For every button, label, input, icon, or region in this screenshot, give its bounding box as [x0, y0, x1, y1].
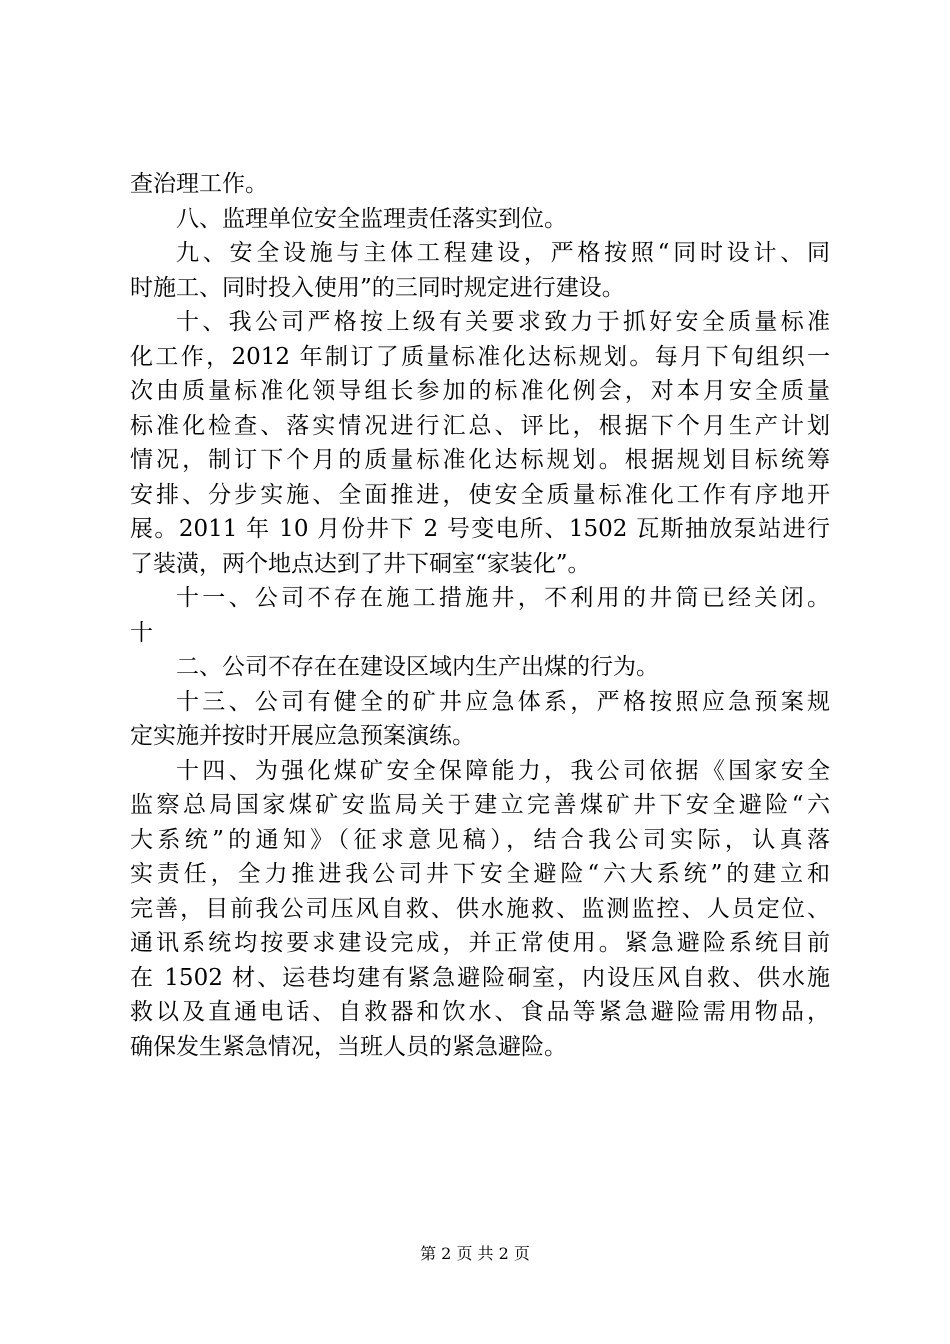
text-line: 十一、公司不存在施工措施井，不利用的井筒已经关闭。 [176, 585, 830, 611]
text-line: 十四、为强化煤矿安全保障能力，我公司依据《国家安全 [176, 757, 830, 784]
text-line: 八、监理单位安全监理责任落实到位。 [176, 205, 567, 232]
text-line: 在 1502 材、运巷均建有紧急避险硐室，内设压风自救、供水施 [130, 964, 830, 991]
page-footer: 第 2 页 共 2 页 [420, 1244, 530, 1263]
text-line: 大系统”的通知》（征求意见稿），结合我公司实际，认真落 [130, 826, 830, 853]
text-line: 标准化检查、落实情况进行汇总、评比，根据下个月生产计划 [130, 412, 830, 439]
text-line: 时施工、同时投入使用”的三同时规定进行建设。 [130, 274, 625, 301]
text-line: 十、我公司严格按上级有关要求致力于抓好安全质量标准 [176, 309, 830, 335]
text-line: 化工作，2012 年制订了质量标准化达标规划。每月下旬组织一 [130, 343, 830, 370]
text-line: 二、公司不存在在建设区域内生产出煤的行为。 [176, 654, 659, 680]
text-line: 十三、公司有健全的矿井应急体系，严格按照应急预案规 [176, 688, 830, 715]
text-line: 九、安全设施与主体工程建设，严格按照“同时设计、同 [176, 240, 830, 266]
text-line: 安排、分步实施、全面推进，使安全质量标准化工作有序地开 [130, 481, 830, 508]
text-line: 实责任，全力推进我公司井下安全避险“六大系统”的建立和 [130, 861, 830, 887]
text-line: 次由质量标准化领导组长参加的标准化例会，对本月安全质量 [130, 378, 830, 404]
text-line: 完善，目前我公司压风自救、供水施救、监测监控、人员定位、 [130, 895, 830, 922]
text-line: 确保发生紧急情况，当班人员的紧急避险。 [130, 1033, 567, 1060]
text-line: 监察总局国家煤矿安监局关于建立完善煤矿井下安全避险“六 [130, 792, 830, 818]
text-line: 十 [130, 619, 153, 646]
text-line: 展。2011 年 10 月份井下 2 号变电所、1502 瓦斯抽放泵站进行 [130, 516, 830, 542]
text-line: 定实施并按时开展应急预案演练。 [130, 723, 475, 749]
text-line: 查治理工作。 [130, 171, 268, 197]
text-line: 了装潢，两个地点达到了井下硐室“家装化”。 [130, 550, 591, 577]
text-line: 救以及直通电话、自救器和饮水、食品等紧急避险需用物品， [130, 999, 830, 1025]
text-line: 通讯系统均按要求建设完成，并正常使用。紧急避险系统目前 [130, 930, 830, 956]
text-line: 情况，制订下个月的质量标准化达标规划。根据规划目标统筹 [130, 447, 830, 473]
document-body [130, 167, 830, 1064]
